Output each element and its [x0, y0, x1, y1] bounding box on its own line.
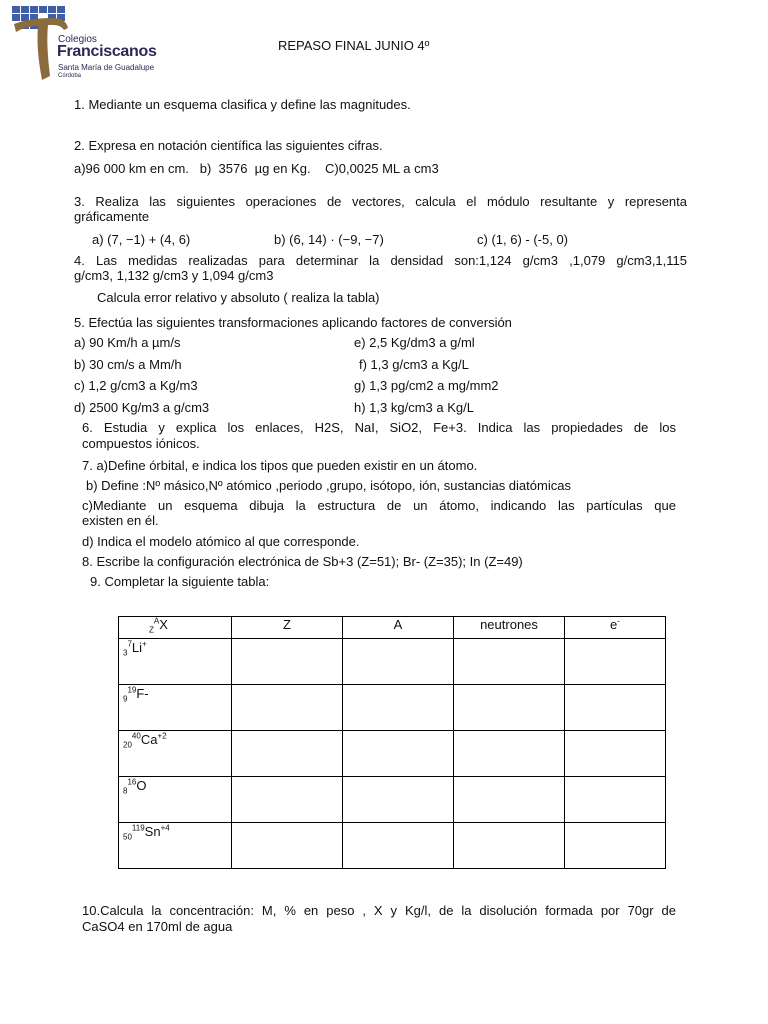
question-10-line2: CaSO4 en 170ml de agua: [82, 919, 233, 934]
header-neutrons: neutrones: [454, 617, 565, 639]
isotope-symbol: Li: [131, 640, 143, 655]
table-cell[interactable]: [343, 777, 454, 823]
question-3-item-a: a) (7, −1) + (4, 6): [92, 232, 191, 247]
isotope-cell: [119, 823, 232, 869]
isotope-charge: +4: [160, 823, 170, 833]
header-z: Z: [232, 617, 343, 639]
question-2-items: a)96 000 km en cm. b) 3576 µg en Kg. C)0,0025 ML a cm3: [74, 161, 439, 176]
isotope-cell: [119, 731, 232, 777]
isotope-charge: +2: [157, 731, 167, 741]
question-4-line3: Calcula error relativo y absoluto ( realiza la tabla): [97, 290, 380, 305]
question-5-item-g: g) 1,3 pg/cm2 a mg/mm2: [354, 378, 499, 393]
question-5-item-c: c) 1,2 g/cm3 a Kg/m3: [74, 378, 198, 393]
isotope-table: [118, 616, 666, 869]
table-cell[interactable]: [232, 823, 343, 869]
header-notation-sup: A: [153, 616, 160, 626]
question-7b: b) Define :Nº másico,Nº atómico ,periodo ,grupo, isótopo, ión, sustancias diatómicas: [86, 478, 571, 493]
question-5: 5. Efectúa las siguientes transformaciones aplicando factores de conversión: [74, 315, 512, 330]
table-cell[interactable]: [343, 823, 454, 869]
page-title: REPASO FINAL JUNIO 4º: [278, 38, 430, 53]
question-7c-line1: c)Mediante un esquema dibuja la estructura de un átomo, indicando las partículas que: [82, 498, 676, 513]
header-electrons: [565, 617, 666, 639]
question-3-line1: 3. Realiza las siguientes operaciones de vectores, calcula el módulo resultante y representa: [74, 194, 687, 209]
header-a: A: [343, 617, 454, 639]
isotope-atomic-number: 8: [123, 786, 128, 796]
header-electrons-sup: -: [617, 616, 620, 626]
table-cell[interactable]: [565, 685, 666, 731]
isotope-symbol: O: [136, 778, 147, 793]
question-7c-line2: existen en él.: [82, 513, 159, 528]
question-4-line1: 4. Las medidas realizadas para determinar la densidad son:1,124 g/cm3 ,1,079 g/cm3,1,115: [74, 253, 687, 268]
isotope-atomic-number: 50: [123, 832, 132, 842]
question-1: 1. Mediante un esquema clasifica y define las magnitudes.: [74, 97, 411, 112]
header-electrons-label: e: [610, 617, 618, 632]
question-5-item-f: f) 1,3 g/cm3 a Kg/L: [359, 357, 469, 372]
table-cell[interactable]: [565, 731, 666, 777]
question-5-item-h: h) 1,3 kg/cm3 a Kg/L: [354, 400, 474, 415]
table-cell[interactable]: [454, 777, 565, 823]
table-cell[interactable]: [454, 639, 565, 685]
header-notation-symbol: X: [159, 617, 168, 632]
question-6-line1: 6. Estudia y explica los enlaces, H2S, NaI, SiO2, Fe+3. Indica las propiedades de los: [82, 420, 676, 435]
question-8: 8. Escribe la configuración electrónica de Sb+3 (Z=51); Br- (Z=35); In (Z=49): [82, 554, 523, 569]
isotope-mass-number: 119: [131, 823, 145, 833]
isotope-symbol: F-: [136, 686, 149, 701]
isotope-mass-number: 19: [127, 685, 137, 695]
table-row: [119, 823, 666, 869]
table-cell[interactable]: [232, 777, 343, 823]
isotope-cell: [119, 777, 232, 823]
table-cell[interactable]: [565, 777, 666, 823]
isotope-symbol: Ca: [140, 732, 158, 747]
question-5-item-d: d) 2500 Kg/m3 a g/cm3: [74, 400, 210, 415]
logo-text-city: Córdoba: [58, 73, 82, 79]
table-row: [119, 639, 666, 685]
isotope-cell: [119, 639, 232, 685]
school-logo: [8, 4, 168, 96]
table-cell[interactable]: [343, 639, 454, 685]
header-notation-sub: Z: [149, 625, 154, 635]
isotope-symbol: Sn: [144, 824, 161, 839]
isotope-mass-number: 16: [127, 777, 137, 787]
table-header-row: [119, 617, 666, 639]
isotope-atomic-number: 9: [123, 694, 128, 704]
question-7d: d) Indica el modelo atómico al que corresponde.: [82, 534, 360, 549]
table-cell[interactable]: [454, 685, 565, 731]
isotope-charge: +: [142, 639, 147, 649]
question-3-line2: gráficamente: [74, 209, 150, 224]
logo-text-franciscanos: Franciscanos: [57, 43, 157, 60]
table-row: [119, 777, 666, 823]
table-cell[interactable]: [454, 731, 565, 777]
table-cell[interactable]: [232, 639, 343, 685]
isotope-atomic-number: 3: [123, 648, 128, 658]
question-5-item-a: a) 90 Km/h a µm/s: [74, 335, 181, 350]
table-cell[interactable]: [343, 731, 454, 777]
question-5-item-e: e) 2,5 Kg/dm3 a g/ml: [354, 335, 475, 350]
isotope-atomic-number: 20: [123, 740, 132, 750]
header-notation: [119, 617, 232, 639]
logo-text-colegios: Colegios: [58, 34, 97, 45]
table-cell[interactable]: [565, 823, 666, 869]
table-row: [119, 731, 666, 777]
table-cell[interactable]: [232, 685, 343, 731]
question-4-line2: g/cm3, 1,132 g/cm3 y 1,094 g/cm3: [74, 268, 274, 283]
question-9: 9. Completar la siguiente tabla:: [90, 574, 270, 589]
isotope-mass-number: 40: [131, 731, 141, 741]
table-cell[interactable]: [565, 639, 666, 685]
question-2: 2. Expresa en notación científica las siguientes cifras.: [74, 138, 383, 153]
isotope-cell: [119, 685, 232, 731]
question-3-item-c: c) (1, 6) - (-5, 0): [477, 232, 569, 247]
question-6-line2: compuestos iónicos.: [82, 436, 200, 451]
table-cell[interactable]: [454, 823, 565, 869]
table-cell[interactable]: [343, 685, 454, 731]
question-7a: 7. a)Define órbital, e indica los tipos que pueden existir en un átomo.: [82, 458, 478, 473]
isotope-mass-number: 7: [127, 639, 132, 649]
table-cell[interactable]: [232, 731, 343, 777]
question-5-item-b: b) 30 cm/s a Mm/h: [74, 357, 182, 372]
logo-text-school-name: Santa María de Guadalupe: [58, 63, 155, 72]
question-10-line1: 10.Calcula la concentración: M, % en peso , X y Kg/l, de la disolución formada por 70gr de: [82, 903, 676, 918]
table-row: [119, 685, 666, 731]
question-3-item-b: b) (6, 14) · (−9, −7): [274, 232, 384, 247]
